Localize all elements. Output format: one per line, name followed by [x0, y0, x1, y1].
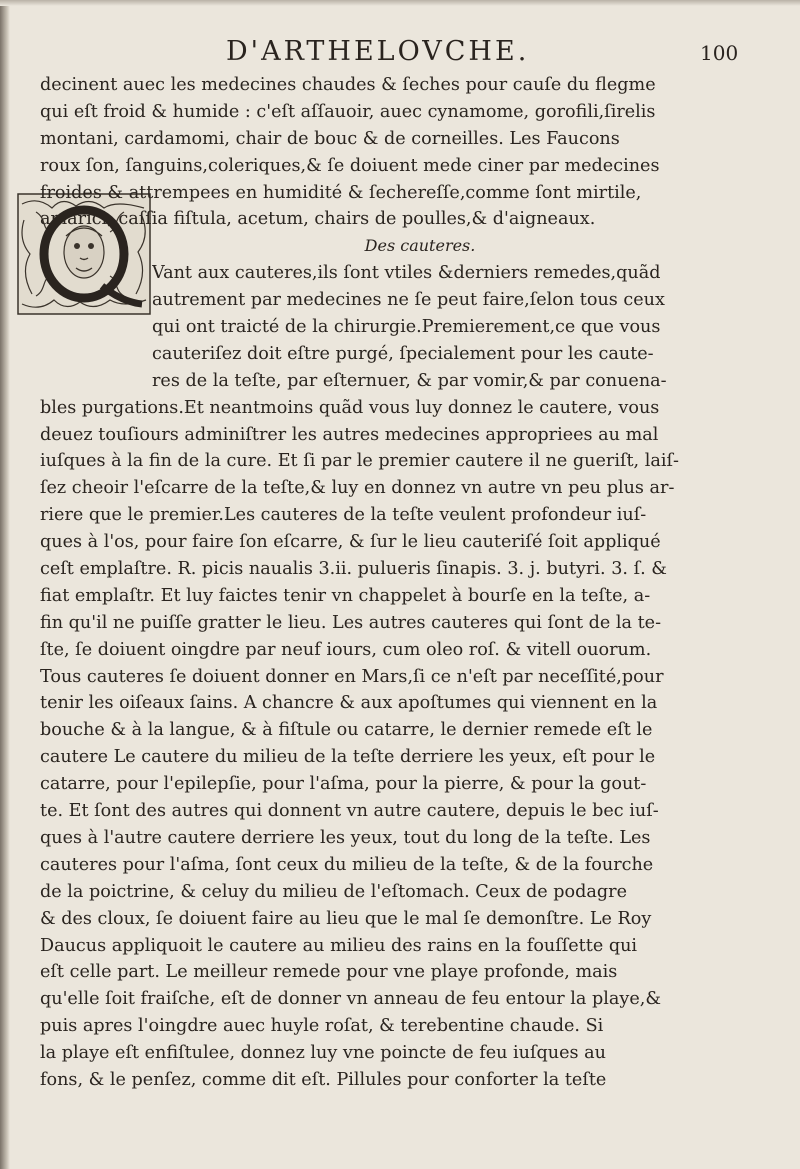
paragraph-cauteres-opening [40, 260, 740, 394]
text-line: cauteres pour l'aſma, ſont ceux du milieu de la teſte, & de la fourche [40, 854, 654, 875]
page-number: 100 [700, 41, 739, 65]
text-line: puis apres l'oingdre auec huyle roſat, & terebentine chaude. Si [40, 1016, 604, 1037]
text-line: iuſques à la fin de la cure. Et ſi par le premier cautere il ne gueriſt, laiſ- [40, 451, 679, 472]
text-line: eſt celle part. Le meilleur remede pour vne playe profonde, mais [40, 962, 618, 983]
text-line: ſez cheoir l'eſcarre de la teſte,& luy en donnez vn autre vn peu plus ar- [40, 478, 675, 499]
text-line: qu'elle ſoit fraiſche, eſt de donner vn anneau de feu entour la playe,& [40, 989, 661, 1010]
text-line: fin qu'il ne puiſſe gratter le lieu. Les autres cauteres qui ſont de la te- [40, 612, 662, 633]
text-line: qui ont traicté de la chirurgie.Premierement,ce que vous [152, 317, 661, 338]
text-line: catarre, pour l'epilepſie, pour l'aſma, pour la pierre, & pour la gout- [40, 774, 647, 795]
running-title: D'ARTHELOVCHE. [226, 36, 530, 67]
text-line: tenir les oiſeaux ſains. A chancre & aux apoſtumes qui viennent en la [40, 693, 658, 714]
section-heading: Des cauteres. [364, 236, 476, 256]
body-text [40, 72, 740, 1094]
text-line: res de la teſte, par eſternuer, & par vomir,& par conuena- [152, 370, 667, 391]
text-line: roux ſon, ſanguins,coleriques,& ſe doiuent mede ciner par medecines [40, 155, 660, 176]
paragraph-falcons [40, 72, 740, 233]
text-line: ceſt emplaſtre. R. picis naualis 3.ii. pulueris ſinapis. 3. j. butyri. 3. ſ. & [40, 559, 667, 580]
text-line: bouche & à la langue, & à fiſtule ou catarre, le dernier remede eſt le [40, 720, 653, 741]
text-line: deuez touſiours adminiſtrer les autres medecines appropriees au mal [40, 424, 659, 445]
page-header [0, 36, 800, 70]
text-line: fiat emplaſtr. Et luy faictes tenir vn chappelet à bourſe en la teſte, a- [40, 585, 651, 606]
text-line: ſte, ſe doiuent oingdre par neuf iours, cum oleo roſ. & vitell ouorum. [40, 639, 652, 660]
text-line: amarici, caſſia fiſtula, acetum, chairs de poulles,& d'aigneaux. [40, 209, 596, 230]
text-line: montani, cardamomi, chair de bouc & de corneilles. Les Faucons [40, 128, 620, 149]
text-line: cautere Le cautere du milieu de la teſte derriere les yeux, eſt pour le [40, 747, 656, 768]
text-line: Daucus appliquoit le cautere au milieu des rains en la fouſſette qui [40, 935, 638, 956]
page-top-shadow [0, 0, 800, 6]
text-line: & des cloux, ſe doiuent faire au lieu que le mal ſe demonſtre. Le Roy [40, 908, 652, 929]
text-line: fons, & le penſez, comme dit eſt. Pillules pour conforter la teſte [40, 1069, 607, 1090]
text-line: froides & attrempees en humidité & ſechereſſe,comme ſont mirtile, [40, 182, 642, 203]
text-line: bles purgations.Et neantmoins quãd vous luy donnez le cautere, vous [40, 397, 660, 418]
text-line: la playe eſt enfiſtulee, donnez luy vne poincte de feu iuſques au [40, 1043, 606, 1064]
text-line: Tous cauteres ſe doiuent donner en Mars,ſi ce n'eſt par neceſſité,pour [40, 666, 664, 687]
text-line: ques à l'autre cautere derriere les yeux, tout du long de la teſte. Les [40, 827, 651, 848]
text-line: ques à l'os, pour faire ſon eſcarre, & ſur le lieu cauteriſé ſoit appliqué [40, 532, 661, 553]
page-gutter-shadow [0, 0, 10, 1169]
text-line: autrement par medecines ne ſe peut faire,ſelon tous ceux [152, 290, 665, 311]
text-line: cauteriſez doit eſtre purgé, ſpecialement pour les caute- [152, 343, 654, 364]
text-line: riere que le premier.Les cauteres de la teſte veulent profondeur iuſ- [40, 505, 647, 526]
text-line: qui eſt froid & humide : c'eſt aſſauoir, auec cynamome, gorofili,ſirelis [40, 101, 656, 122]
text-line: de la poictrine, & celuy du milieu de l'eſtomach. Ceux de podagre [40, 881, 627, 902]
paragraph-cauteres-body [40, 395, 740, 1094]
text-line: Vant aux cauteres,ils ſont vtiles &derniers remedes,quãd [152, 263, 661, 284]
text-line: decinent auec les medecines chaudes & ſeches pour cauſe du flegme [40, 75, 656, 95]
text-line: te. Et ſont des autres qui donnent vn autre cautere, depuis le bec iuſ- [40, 801, 659, 822]
